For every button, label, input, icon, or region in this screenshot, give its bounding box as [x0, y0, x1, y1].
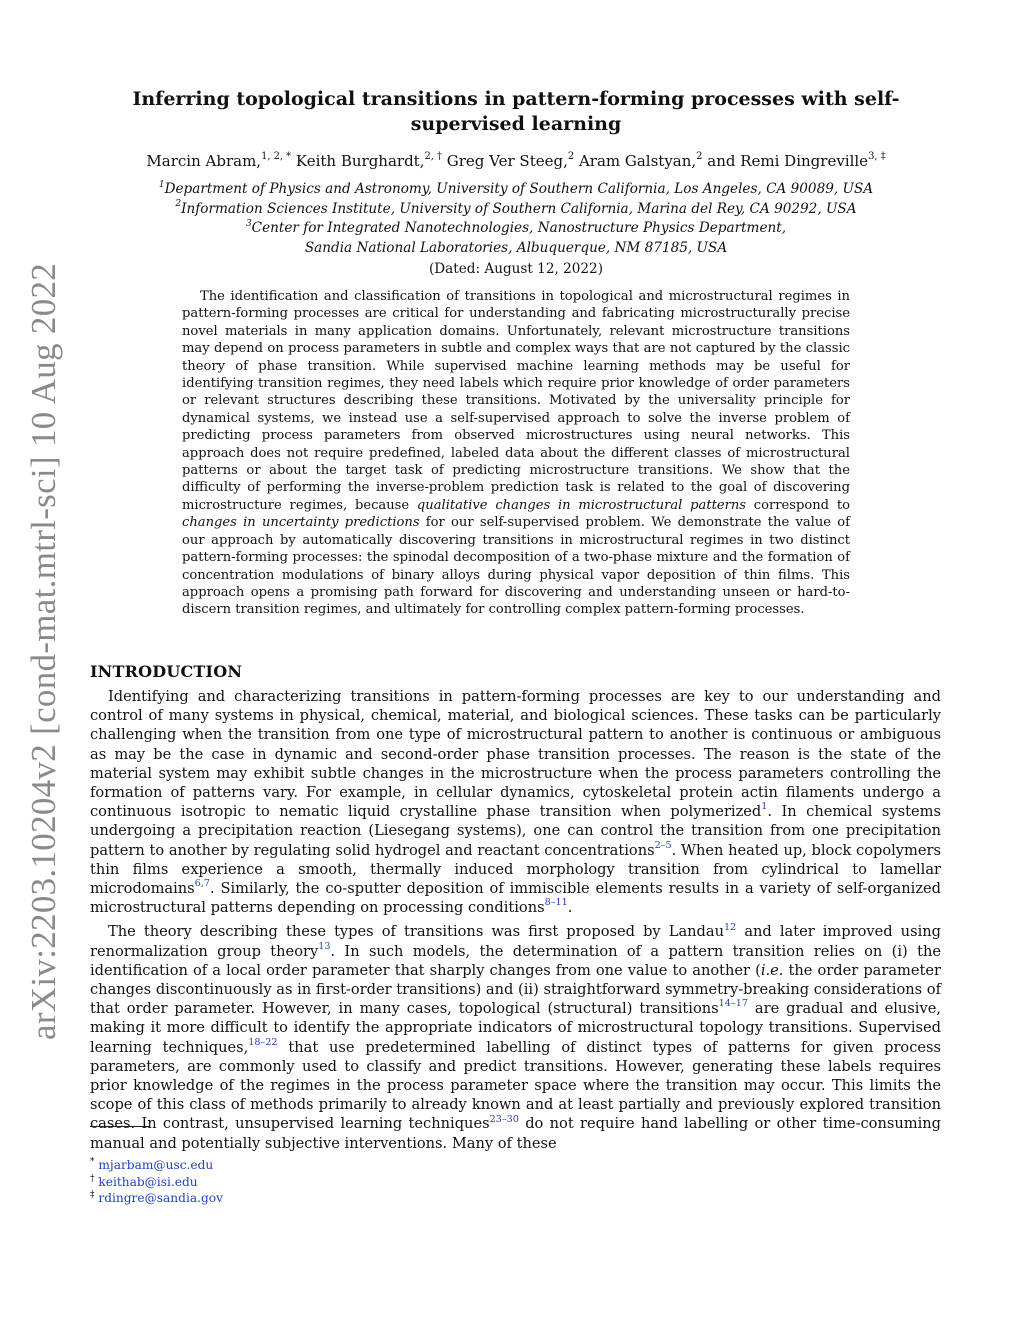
abstract-emphasis: qualitative changes in microstructural patterns	[416, 497, 747, 513]
footnotes	[90, 1157, 223, 1207]
author-name: Marcin Abram,	[146, 152, 262, 170]
paragraph: The theory describing these types of transitions was first proposed by Landau$^{12}$ and later improved using renormalization group theory$^{13}$. In such models, the determination of a pattern transition relies on (i) the identification of a local order parameter that sharply changes from one value to another (i.e. the order parameter changes discontinuously as in first-order transitions) and (ii) straightforward symmetry-breaking considerations of that order parameter. However, in many cases, topological (structural) transitions$^{14-17}$ are gradual and elusive, making it more difficult to identify the appropriate indicators of microstructural topology transitions. Supervised learning techniques,$^{18-22}$ that use predetermined labelling of distinct types of patterns for given process parameters, are commonly used to classify and predict transitions. However, generating these labels requires prior knowledge of the regimes in the process parameter space where the transition may occur. This limits the scope of this class of methods primarily to already known and at least partially and previously explored transition cases. In contrast, unsupervised learning techniques$^{23-30}$ do not require hand labelling or other time-consuming manual and potentially subjective interventions. Many of these	[90, 921, 941, 1152]
affiliation: Sandia National Laboratories, Albuquerque, NM 87185, USA	[304, 239, 728, 256]
footnote	[90, 1190, 223, 1207]
paper-title: Inferring topological transitions in pattern-forming processes with self-supervised learning	[132, 88, 900, 135]
footnote-mark: *	[90, 1156, 95, 1167]
affiliation: $^1$Department of Physics and Astronomy, University of Southern California, Los Angeles, CA 90089, USA	[158, 179, 874, 197]
email-link[interactable]: mjarbam@usc.edu	[98, 1158, 214, 1172]
abstract: The identification and classification of transitions in topological and microstructural regimes in pattern-forming processes are critical for understanding and fabricating microstructurally precise novel materials in many application domains. Unfortunately, relevant microstructure transitions may depend on process parameters in subtle and complex ways that are not captured by the classic theory of phase transition. While supervised machine learning methods may be useful for identifying transition regimes, they need labels which require prior knowledge of order parameters or relevant structures describing these transitions. Motivated by the universality principle for dynamical systems, we instead use a self-supervised approach to solve the inverse problem of predicting process parameters from observed microstructures using neural networks. This approach does not require predefined, labeled data about the different classes of microstructural patterns or about the target task of predicting microstructure transitions. We show that the difficulty of performing the inverse-problem prediction task is related to the goal of discovering microstructure regimes, because qualitative changes in microstructural patterns correspond to changes in uncertainty predictions for our self-supervised problem. We demonstrate the value of our approach by automatically discovering transitions in microstructural regimes in two distinct pattern-forming processes: the spinodal decomposition of a two-phase mixture and the formation of concentration modulations of binary alloys during physical vapor deposition of thin films. This approach opens a promising path forward for discovering and understanding unseen or hard-to-discern transition regimes, and ultimately for controlling complex pattern-forming processes.	[182, 289, 851, 618]
footnote-divider	[90, 1126, 150, 1127]
affiliation: $^3$Center for Integrated Nanotechnologies, Nanostructure Physics Department,	[245, 218, 787, 236]
email-link[interactable]: keithab@isi.edu	[98, 1174, 198, 1189]
author-name: and Remi Dingreville	[707, 152, 869, 170]
author-name: Keith Burghardt,	[295, 152, 425, 170]
author-affiliation-mark: 3, ‡	[868, 151, 886, 163]
citation-link[interactable]: 1	[761, 801, 768, 813]
affiliation-list	[90, 180, 942, 258]
citation-link[interactable]: 13	[318, 940, 331, 952]
author-affiliation-mark: 2, †	[424, 151, 442, 163]
author-affiliation-mark: 2	[567, 151, 575, 163]
footnote-mark: ‡	[90, 1189, 95, 1200]
introduction-body	[90, 687, 941, 1158]
footnote	[90, 1174, 223, 1191]
email-link[interactable]: rdingre@sandia.gov	[98, 1191, 224, 1205]
abstract-emphasis: changes in uncertainty predictions	[182, 515, 420, 531]
affiliation: $^2$Information Sciences Institute, University of Southern California, Marina del Rey, CA 90292, USA	[175, 199, 857, 217]
footnote	[90, 1157, 223, 1174]
citation-link[interactable]: 18–22	[248, 1036, 278, 1048]
author-affiliation-mark: 1, 2, *	[261, 151, 292, 163]
author-name: Greg Ver Steeg,	[446, 152, 568, 170]
footnote-mark: †	[90, 1173, 95, 1184]
citation-link[interactable]: 12	[723, 921, 737, 933]
citation-link[interactable]: 23–30	[489, 1113, 519, 1125]
citation-link[interactable]: 6,7	[194, 878, 210, 890]
citation-link[interactable]: 8–11	[544, 897, 568, 909]
author-name: Aram Galstyan,	[578, 152, 697, 170]
citation-link[interactable]: 2–5	[654, 839, 672, 851]
author-affiliation-mark: 2	[696, 151, 703, 163]
author-list	[90, 151, 942, 171]
citation-link[interactable]: 14–17	[718, 998, 748, 1010]
date-line: (Dated: August 12, 2022)	[428, 261, 604, 277]
arxiv-identifier: arXiv:2203.10204v2 [cond-mat.mtrl-sci] 10 Aug 2022	[24, 262, 63, 1040]
paragraph: Identifying and characterizing transitions in pattern-forming processes are key to our understanding and control of many systems in physical, chemical, material, and biological sciences. These tasks can be particularly challenging when the transition from one type of microstructural pattern to another is continuous or ambiguous as may be the case in dynamic and second-order phase transition processes. The reason is the state of the material system may exhibit subtle changes in the microstructure when the process parameters controlling the formation of patterns vary. For example, in cellular dynamics, cytoskeletal protein actin filaments undergo a continuous isotropic to nematic liquid crystalline phase transition when polymerized$^1$. In chemical systems undergoing a precipitation reaction (Liesegang systems), one can control the transition from one precipitation pattern to another by regulating solid hydrogel and reactant concentrations$^{2-5}$. When heated up, block copolymers thin films experience a smooth, thermally induced morphology transition from cylindrical to lamellar microdomains$^{6,7}$. Similarly, the co-sputter deposition of immiscible elements results in a variety of self-organized microstructural patterns depending on processing conditions$^{8-11}$.	[90, 688, 941, 917]
section-heading-introduction: INTRODUCTION	[90, 662, 243, 681]
